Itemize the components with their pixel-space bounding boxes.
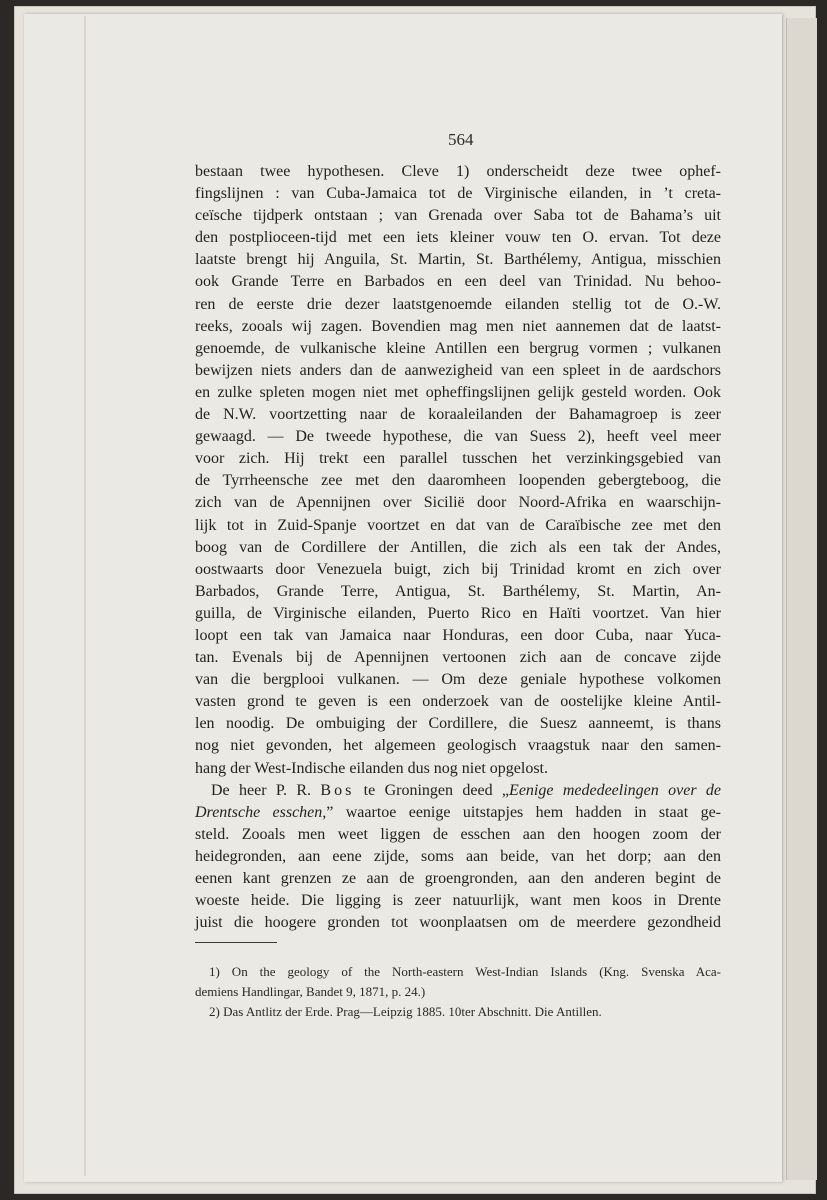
text-line: de Tyrrheensche zee met den daaromheen loopenden gebergteboog, die [195,472,721,490]
text-line: van die bergplooi vulkanen. — Om deze geniale hypothese volkomen [195,671,721,689]
author-name: Bos [320,781,355,799]
para2-mid: te Groningen deed „ [354,781,510,799]
text-line: len noodig. De ombuiging der Cordillere, die Suesz aanneemt, is thans [195,715,721,733]
para2-intro: De heer P. R. [211,781,321,799]
text-line: de N.W. voortzetting naar de koraaleilanden der Bahamagroep is zeer [195,406,721,424]
text-line: gewaagd. — De tweede hypothese, die van Suess 2), heeft veel meer [195,428,721,446]
text-line: ceïsche tijdperk ontstaan ; van Grenada over Saba tot de Bahama’s uit [195,207,721,225]
article-title-part2: Drentsche esschen, [195,803,327,821]
text-line: bewijzen niets anders dan de aanwezigheid van een spleet in de aardschors [195,361,721,379]
paragraph-2-first-line [195,780,721,802]
footnotes [195,962,721,1022]
text-line: woeste heide. Die ligging is zeer natuurlijk, want men koos in Drente [195,892,721,910]
body-text [195,161,721,934]
text-line: oostwaarts door Venezuela buigt, zich bij Trinidad kromt en zich over [195,560,721,578]
article-title-part1: Eenige mededeelingen over de [509,781,722,799]
text-line: steld. Zooals men weet liggen de esschen aan den hoogen zoom der [195,825,721,843]
text-line: zich van de Apennijnen over Sicilië door Noord-Afrika en waarschijn- [195,494,721,512]
text-line: heidegronden, aan eene zijde, soms aan beide, van het dorp; aan den [195,847,721,865]
text-line: nog niet gevonden, het algemeen geologisch vraagstuk naar den samen- [195,737,721,755]
footnote-1-continued: demiens Handlingar, Bandet 9, 1871, p. 24.) [195,984,426,999]
text-line: laatste brengt hij Anguila, St. Martin, St. Barthélemy, Antigua, misschien [195,251,721,269]
text-line: vasten grond te geven is een onderzoek van de oostelijke kleine Antil- [195,693,721,711]
text-line: den postplioceen-tijd met een iets kleiner vouw ten O. ervan. Tot deze [195,229,721,247]
text-line: hang der West-Indische eilanden dus nog niet opgelost. [195,759,548,777]
footnote-2: 2) Das Antlitz der Erde. Prag—Leipzig 1885. 10ter Abschnitt. Die Antillen. [209,1004,602,1019]
text-line: juist die hoogere gronden tot woonplaatsen om de meerdere gezondheid [195,914,721,932]
para2-after-title: ” waartoe eenige uitstapjes hem hadden in staat ge- [326,803,721,821]
text-line: ook Grande Terre en Barbados en een deel van Trinidad. Nu behoo- [195,273,721,291]
footnote-1: 1) On the geology of the North-eastern West-Indian Islands (Kng. Svenska Aca- [209,964,721,979]
text-line: genoemde, de vulkanische kleine Antillen een bergrug vormen ; vulkanen [195,339,721,357]
paragraph-2-second-line [195,802,721,824]
text-line: reeks, zooals wij zagen. Bovendien mag men niet aannemen dat de laatst- [195,317,721,335]
text-line: voor zich. Hij trekt een parallel tusschen het verzinkingsgebied van [195,450,721,468]
text-line: tan. Evenals bij de Apennijnen vertoonen zich aan de concave zijde [195,649,721,667]
text-line: bestaan twee hypothesen. Cleve 1) onderscheidt deze twee ophef- [195,163,721,180]
text-line: lijk tot in Zuid-Spanje voortzet en dat van de Caraïbische zee met den [195,516,721,534]
text-line: fingslijnen : van Cuba-Jamaica tot de Virginische eilanden, in ’t creta- [195,185,721,203]
page-fold-edge [84,16,86,1176]
footnote-rule [195,942,277,943]
page-number: 564 [448,130,474,149]
text-line: guilla, de Virginische eilanden, Puerto Rico en Haïti voortzet. Van hier [195,604,721,622]
text-line: boog van de Cordillere der Antillen, die zich als een tak der Andes, [195,538,721,556]
text-line: en zulke spleten mogen niet met opheffingslijnen gelijk gesteld worden. Ook [195,383,721,401]
text-line: Barbados, Grande Terre, Antigua, St. Barthélemy, St. Martin, An- [195,582,721,600]
text-line: eenen kant grenzen ze aan de groengronden, aan den anderen begint de [195,870,721,887]
next-page-edge [786,18,817,1180]
text-line: ren de eerste drie dezer laatstgenoemde eilanden stellig tot de O.-W. [195,295,721,313]
text-line: loopt een tak van Jamaica naar Honduras, een door Cuba, naar Yuca- [195,626,721,644]
